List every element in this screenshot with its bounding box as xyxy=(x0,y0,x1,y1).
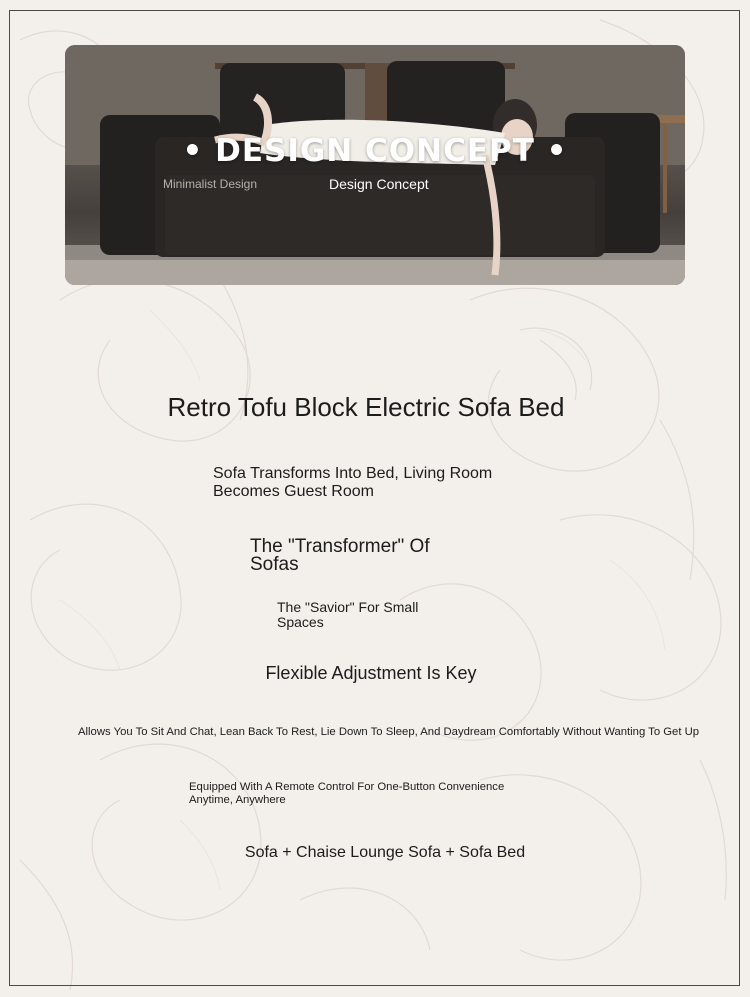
feature-line-remote-control: Equipped With A Remote Control For One-Button Convenience Anytime, Anywhere xyxy=(189,781,505,806)
hero-banner xyxy=(65,45,685,285)
product-title: Retro Tofu Block Electric Sofa Bed xyxy=(167,392,565,422)
feature-line-savior: The "Savior" For Small Spaces xyxy=(277,599,419,630)
feature-line-flexible-adjustment: Flexible Adjustment Is Key xyxy=(265,663,477,683)
hero-subtitle-left: Minimalist Design xyxy=(163,177,258,191)
feature-line-allows-you: Allows You To Sit And Chat, Lean Back To Rest, Lie Down To Sleep, And Daydream Comfortably Without Wanting To Get Up xyxy=(78,726,700,738)
feature-line-sofa-modes: Sofa + Chaise Lounge Sofa + Sofa Bed xyxy=(244,844,526,861)
feature-line-transformer: The "Transformer" Of Sofas xyxy=(250,536,430,575)
hero-title: • DESIGN CONCEPT • xyxy=(182,133,568,169)
hero-subtitle-main: Design Concept xyxy=(329,176,429,192)
feature-line-sofa-transforms: Sofa Transforms Into Bed, Living Room Becomes Guest Room xyxy=(213,465,493,500)
